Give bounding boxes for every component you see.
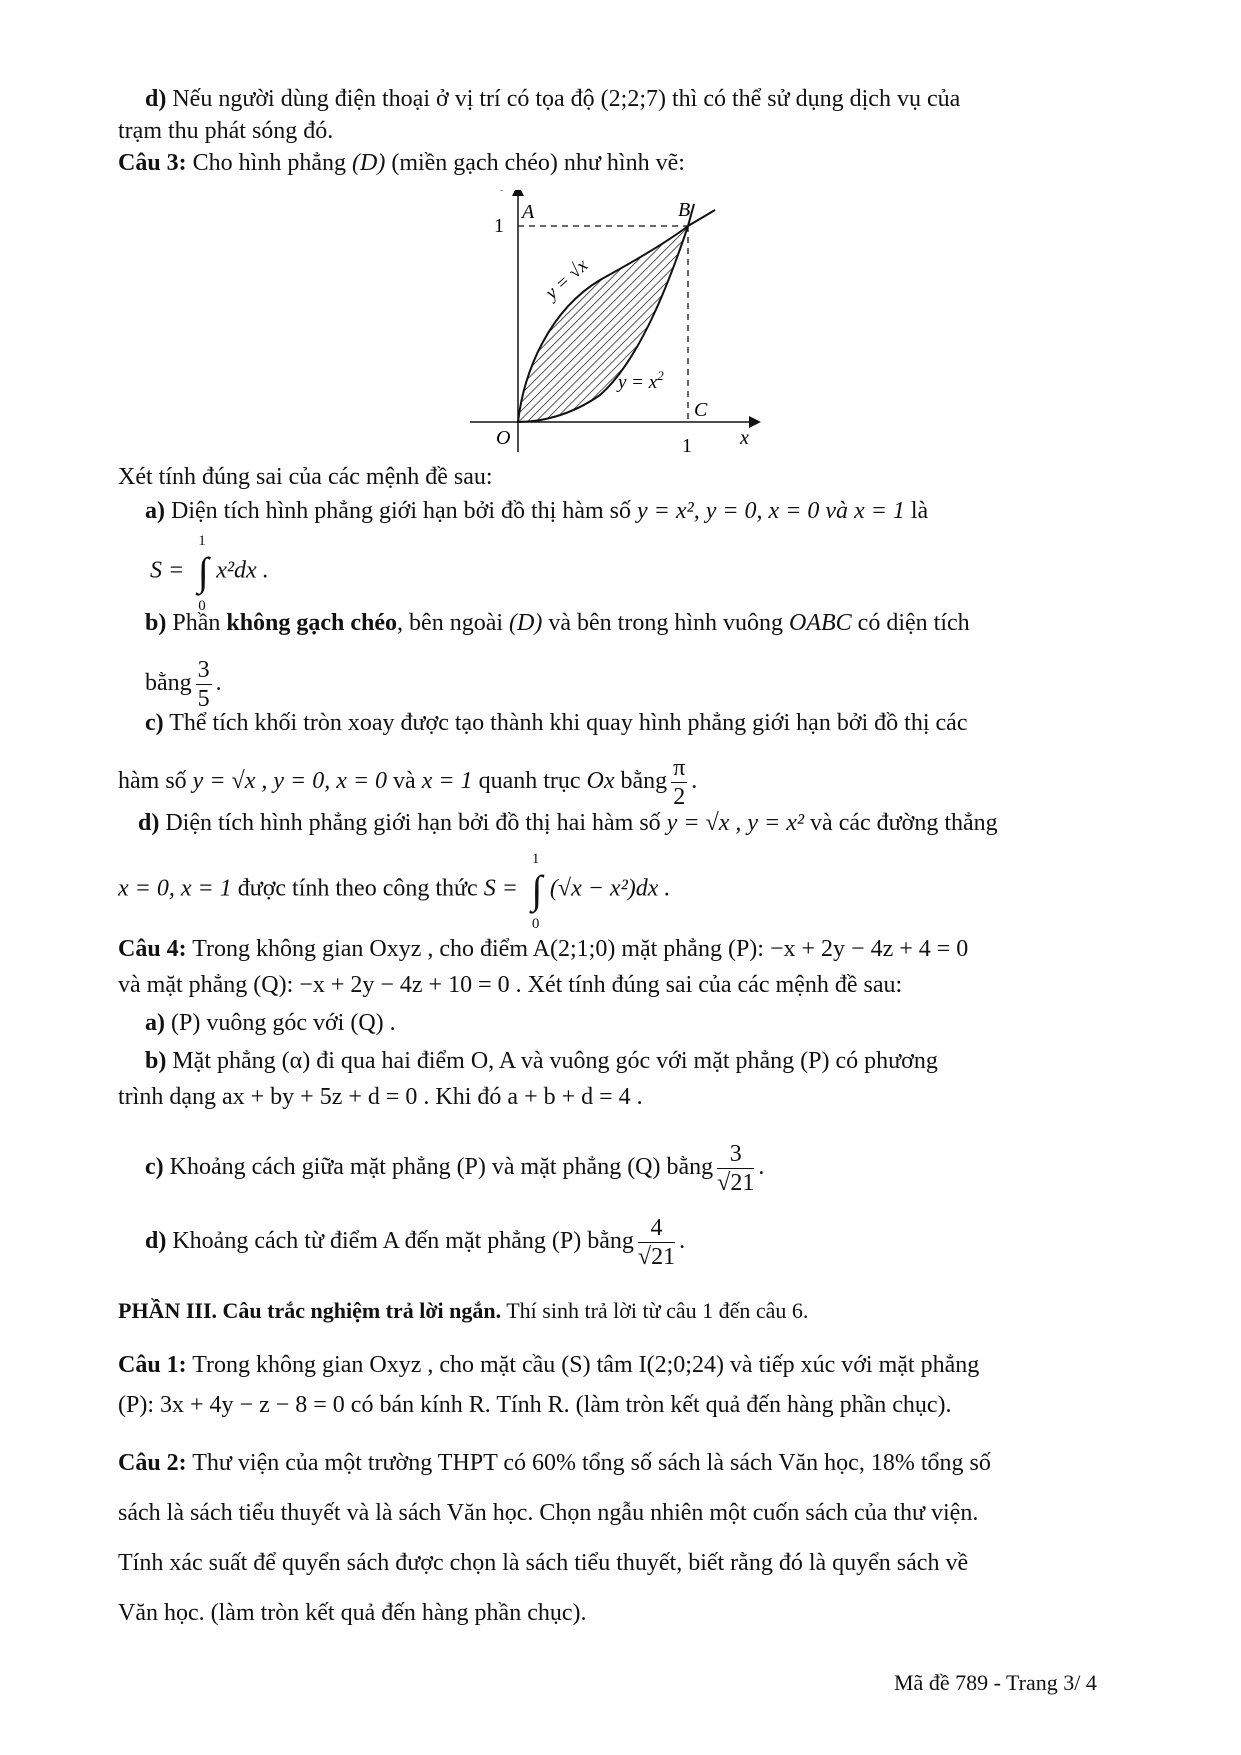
label-A: A [522,201,535,223]
q4-b-line1: b) Mặt phẳng (α) đi qua hai điểm O, A và vuông góc với mặt phẳng (P) có phương [145,1048,938,1074]
q4-line2: và mặt phẳng (Q): −x + 2y − 4z + 10 = 0 . Xét tính đúng sai của các mệnh đề sau: [118,972,903,998]
label-B: B [678,199,691,221]
tick-x1: 1 [682,435,692,457]
q3-a-formula: S = 1 ∫ 0 x²dx . [150,533,269,614]
q4-d: d) Khoảng cách từ điểm A đến mặt phẳng (P) bằng $\frac{4}{√21}$ . [145,1215,686,1270]
q2-d-label: d) [145,86,167,112]
tick-y1: 1 [494,215,504,237]
p3-q1-line2: (P): 3x + 4y − z − 8 = 0 có bán kính R. Tính R. (làm tròn kết quả đến hàng phần chục). [118,1392,952,1418]
q3-c-line1: c) Thể tích khối tròn xoay được tạo thành khi quay hình phẳng giới hạn bởi đồ thị các [145,710,968,736]
p3-q2-line4: Văn học. (làm tròn kết quả đến hàng phần chục). [118,1600,587,1626]
q4-c: c) Khoảng cách giữa mặt phẳng (P) và mặt phẳng (Q) bằng $\frac{3}{√21}$ . [145,1141,765,1196]
fraction-pi-2: $\frac{\pi}{2}$ [673,755,686,810]
p3-q2-line3: Tính xác suất để quyển sách được chọn là sách tiểu thuyết, biết rằng đó là quyển sách về [118,1550,969,1576]
q2-d-line2: trạm thu phát sóng đó. [118,118,334,144]
q3-prompt: Xét tính đúng sai của các mệnh đề sau: [118,464,493,490]
q3-stem: Câu 3: Cho hình phẳng (D) (miền gạch chéo) như hình vẽ: [118,150,685,176]
label-x: x [740,427,749,449]
p3-q1-line1: Câu 1: Trong không gian Oxyz , cho mặt cầu (S) tâm I(2;0;24) và tiếp xúc với mặt phẳng [118,1352,980,1378]
fraction-3-5: $\frac{3}{5}$ [197,657,210,712]
q3-b-line1: b) Phần không gạch chéo, bên ngoài (D) và bên trong hình vuông OABC có diện tích [145,610,970,636]
p3-q2-line2: sách là sách tiểu thuyết và là sách Văn học. Chọn ngẫu nhiên một cuốn sách của thư viện. [118,1500,979,1526]
q4-a: a) (P) vuông góc với (Q) . [145,1010,396,1036]
hatched-region-D [518,226,688,422]
label-y [500,190,511,191]
q3-a-line1: a) Diện tích hình phẳng giới hạn bởi đồ thị hàm số y = x², y = 0, x = 0 và x = 1 là [145,498,929,524]
page-footer: Mã đề 789 - Trang 3/ 4 [894,1670,1097,1695]
q3-c-line2: hàm số y = √x , y = 0, x = 0 và x = 1 quanh trục Ox bằng $\frac{\pi}{2}$ . [118,755,698,810]
part3-heading: PHẦN III. Câu trắc nghiệm trả lời ngắn. Thí sinh trả lời từ câu 1 đến câu 6. [118,1298,809,1323]
label-curve-sq: $y = x^2$ [618,368,664,393]
q3-b-line2: bằng $\frac{3}{5}$ . [145,657,222,712]
q4-line1: Câu 4: Trong không gian Oxyz , cho điểm A(2;1;0) mặt phẳng (P): −x + 2y − 4z + 4 = 0 [118,936,969,962]
p3-q2-line1: Câu 2: Thư viện của một trường THPT có 60% tổng số sách là sách Văn học, 18% tổng số [118,1450,991,1476]
integral-sign-d: 1 ∫ 0 [531,851,543,932]
label-C: C [694,399,708,421]
q3-d-line2: x = 0, x = 1 được tính theo công thức S = 1 ∫ 0 (√x − x²)dx . [118,851,671,932]
label-O: O [496,427,511,449]
fraction-4-sqrt21: $\frac{4}{√21}$ [637,1215,676,1270]
region-figure [470,190,770,460]
q2-d-line1: d) Nếu người dùng điện thoại ở vị trí có tọa độ (2;2;7) thì có thể sử dụng dịch vụ của [145,86,961,112]
q3-d-line1: d) Diện tích hình phẳng giới hạn bởi đồ thị hai hàm số y = √x , y = x² và các đường thẳng [138,810,998,836]
fraction-3-sqrt21: $\frac{3}{√21}$ [717,1141,755,1196]
q4-b-line2: trình dạng ax + by + 5z + d = 0 . Khi đó a + b + d = 4 . [118,1084,643,1110]
integral-sign: 1 ∫ 0 [197,533,209,614]
label-curve-sqrt: y = √x [541,254,593,304]
